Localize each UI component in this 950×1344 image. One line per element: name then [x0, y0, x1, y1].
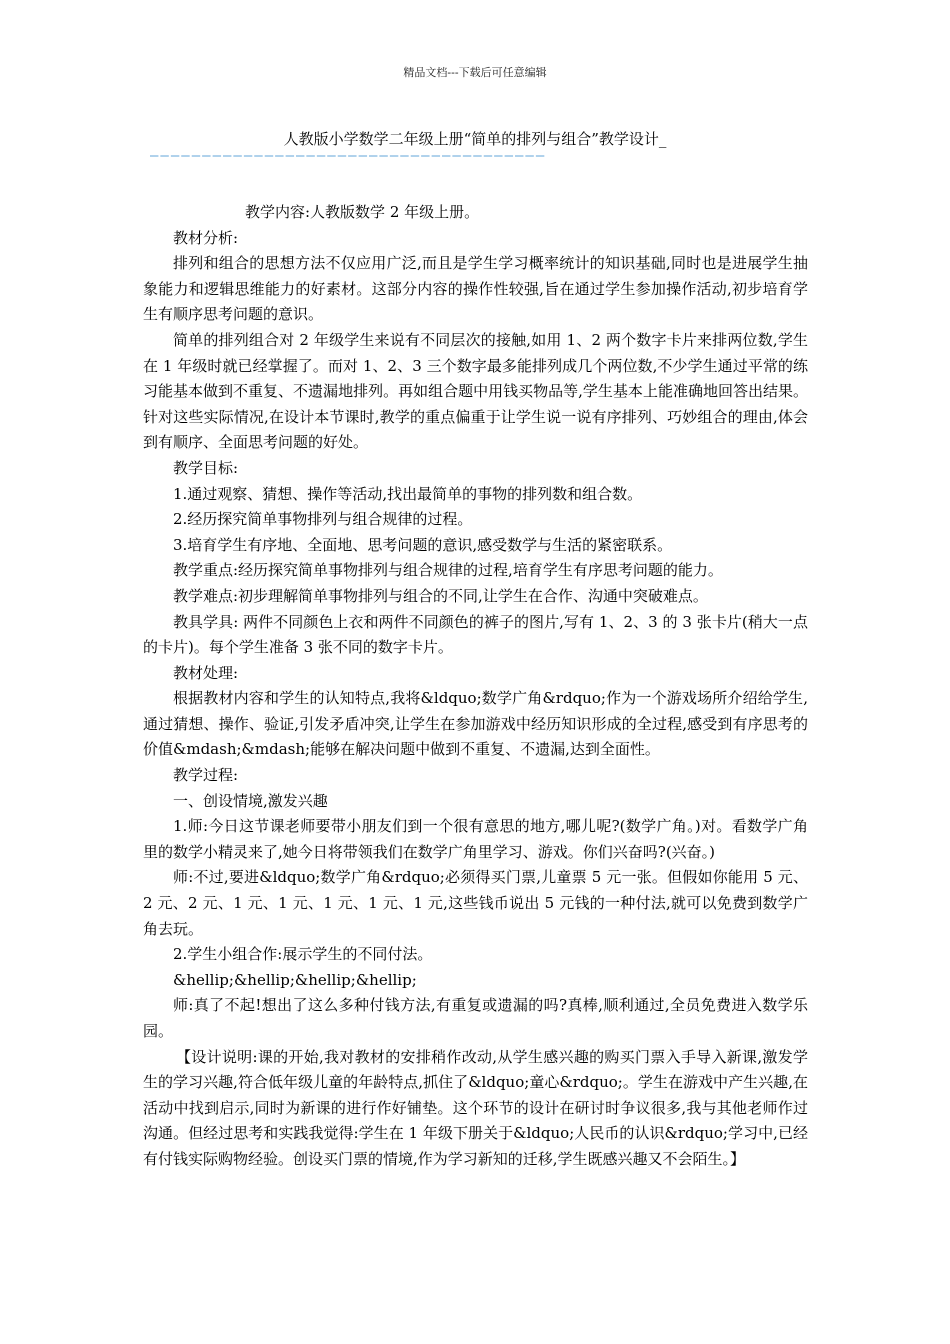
design-note: 【设计说明:课的开始,我对教材的安排稍作改动,从学生感兴趣的购买门票入手导入新课,激发学生的学习兴趣,符合低年级儿童的年龄特点,抓住了&ldquo;童心&rdquo;。学生在游戏中产生兴趣,在活动中找到启示,同时为新课的进行作好铺垫。这个环节的设计在研讨时争议很多,我与其他老师作过沟通。但经过思考和实践我觉得:学生在 1 年级下册关于&ldquo;人民币的认识&rdquo;学习中,已经有付钱实际购物经验。创设买门票的情境,作为学习新知的迁移,学生既感兴趣又不会陌生。】 [143, 1047, 808, 1168]
document-title: 人教版小学数学二年级上册“简单的排列与组合”教学设计_ [283, 130, 667, 148]
paragraph: 师:真了不起!想出了这么多种付钱方法,有重复或遗漏的吗?真棒,顺利通过,全员免费进入数学乐园。 [143, 996, 808, 1040]
paragraph-key-points: 教学重点:经历探究简单事物排列与组合规律的过程,培育学生有序思考问题的能力。 [173, 561, 723, 580]
paragraph: 2.学生小组合作:展示学生的不同付法。 [173, 945, 433, 964]
heading-teaching-process: 教学过程: [173, 766, 239, 785]
header-note: 精品文档---下载后可任意编辑 [403, 66, 547, 79]
paragraph: 师:不过,要进&ldquo;数学广角&rdquo;必须得买门票,儿童票 5 元一张。但假如你能用 5 元、2 元、2 元、1 元、1 元、1 元、1 元、1 元,这些钱币说出 5 元钱的一种付法,就可以免费到数学广角去玩。 [143, 868, 808, 938]
goal-item: 3.培育学生有序地、全面地、思考问题的意识,感受数学与生活的紧密联系。 [173, 535, 673, 554]
paragraph: 1.师:今日这节课老师要带小朋友们到一个很有意思的地方,哪儿呢?(数学广角。)对。看数学广角里的数学小精灵来了,她今日将带领我们在数学广角里学习、游戏。你们兴奋吗?(兴奋。) [143, 817, 808, 861]
paragraph-ellipsis: &hellip;&hellip;&hellip;&hellip; [173, 970, 417, 989]
goal-item: 2.经历探究简单事物排列与组合规律的过程。 [173, 510, 473, 529]
paragraph: 排列和组合的思想方法不仅应用广泛,而且是学生学习概率统计的知识基础,同时也是进展学生抽象能力和逻辑思维能力的好素材。这部分内容的操作性较强,旨在通过学生参加操作活动,初步培育学生有顺序思考问题的意识。 [143, 254, 808, 324]
document-body [143, 200, 808, 1173]
heading-material-processing: 教材处理: [173, 663, 239, 682]
title-underline: —————————————————————————————————————— [150, 148, 547, 164]
heading-material-analysis: 教材分析: [173, 228, 239, 247]
paragraph-teaching-aids: 教具学具: 两件不同颜色上衣和两件不同颜色的裤子的图片,写有 1、2、3 的 3 张卡片(稍大一点的卡片)。每个学生准备 3 张不同的数字卡片。 [143, 612, 808, 657]
paragraph-teaching-content: 教学内容:人教版数学 2 年级上册。 [245, 203, 480, 221]
paragraph-difficulties: 教学难点:初步理解简单事物排列与组合的不同,让学生在合作、沟通中突破难点。 [173, 586, 708, 605]
heading-teaching-goals: 教学目标: [173, 458, 239, 477]
paragraph: 根据教材内容和学生的认知特点,我将&ldquo;数学广角&rdquo;作为一个游戏场所介绍给学生,通过猜想、操作、验证,引发矛盾冲突,让学生在参加游戏中经历知识形成的全过程,感受到有序思考的价值&mdash;&mdash;能够在解决问题中做到不重复、不遗漏,达到全面性。 [143, 689, 808, 759]
section-heading: 一、创设情境,激发兴趣 [173, 791, 328, 810]
paragraph: 简单的排列组合对 2 年级学生来说有不同层次的接触,如用 1、2 两个数字卡片来排两位数,学生在 1 年级时就已经掌握了。而对 1、2、3 三个数字最多能排列成几个两位数,不少学生通过平常的练习能基本做到不重复、不遗漏地排列。再如组合题中用钱买物品等,学生基本上能准确地回答出结果。针对这些实际情况,在设计本节课时,教学的重点偏重于让学生说一说有序排列、巧妙组合的理由,体会到有顺序、全面思考问题的好处。 [143, 330, 808, 452]
goal-item: 1.通过观察、猜想、操作等活动,找出最简单的事物的排列数和组合数。 [173, 484, 643, 503]
